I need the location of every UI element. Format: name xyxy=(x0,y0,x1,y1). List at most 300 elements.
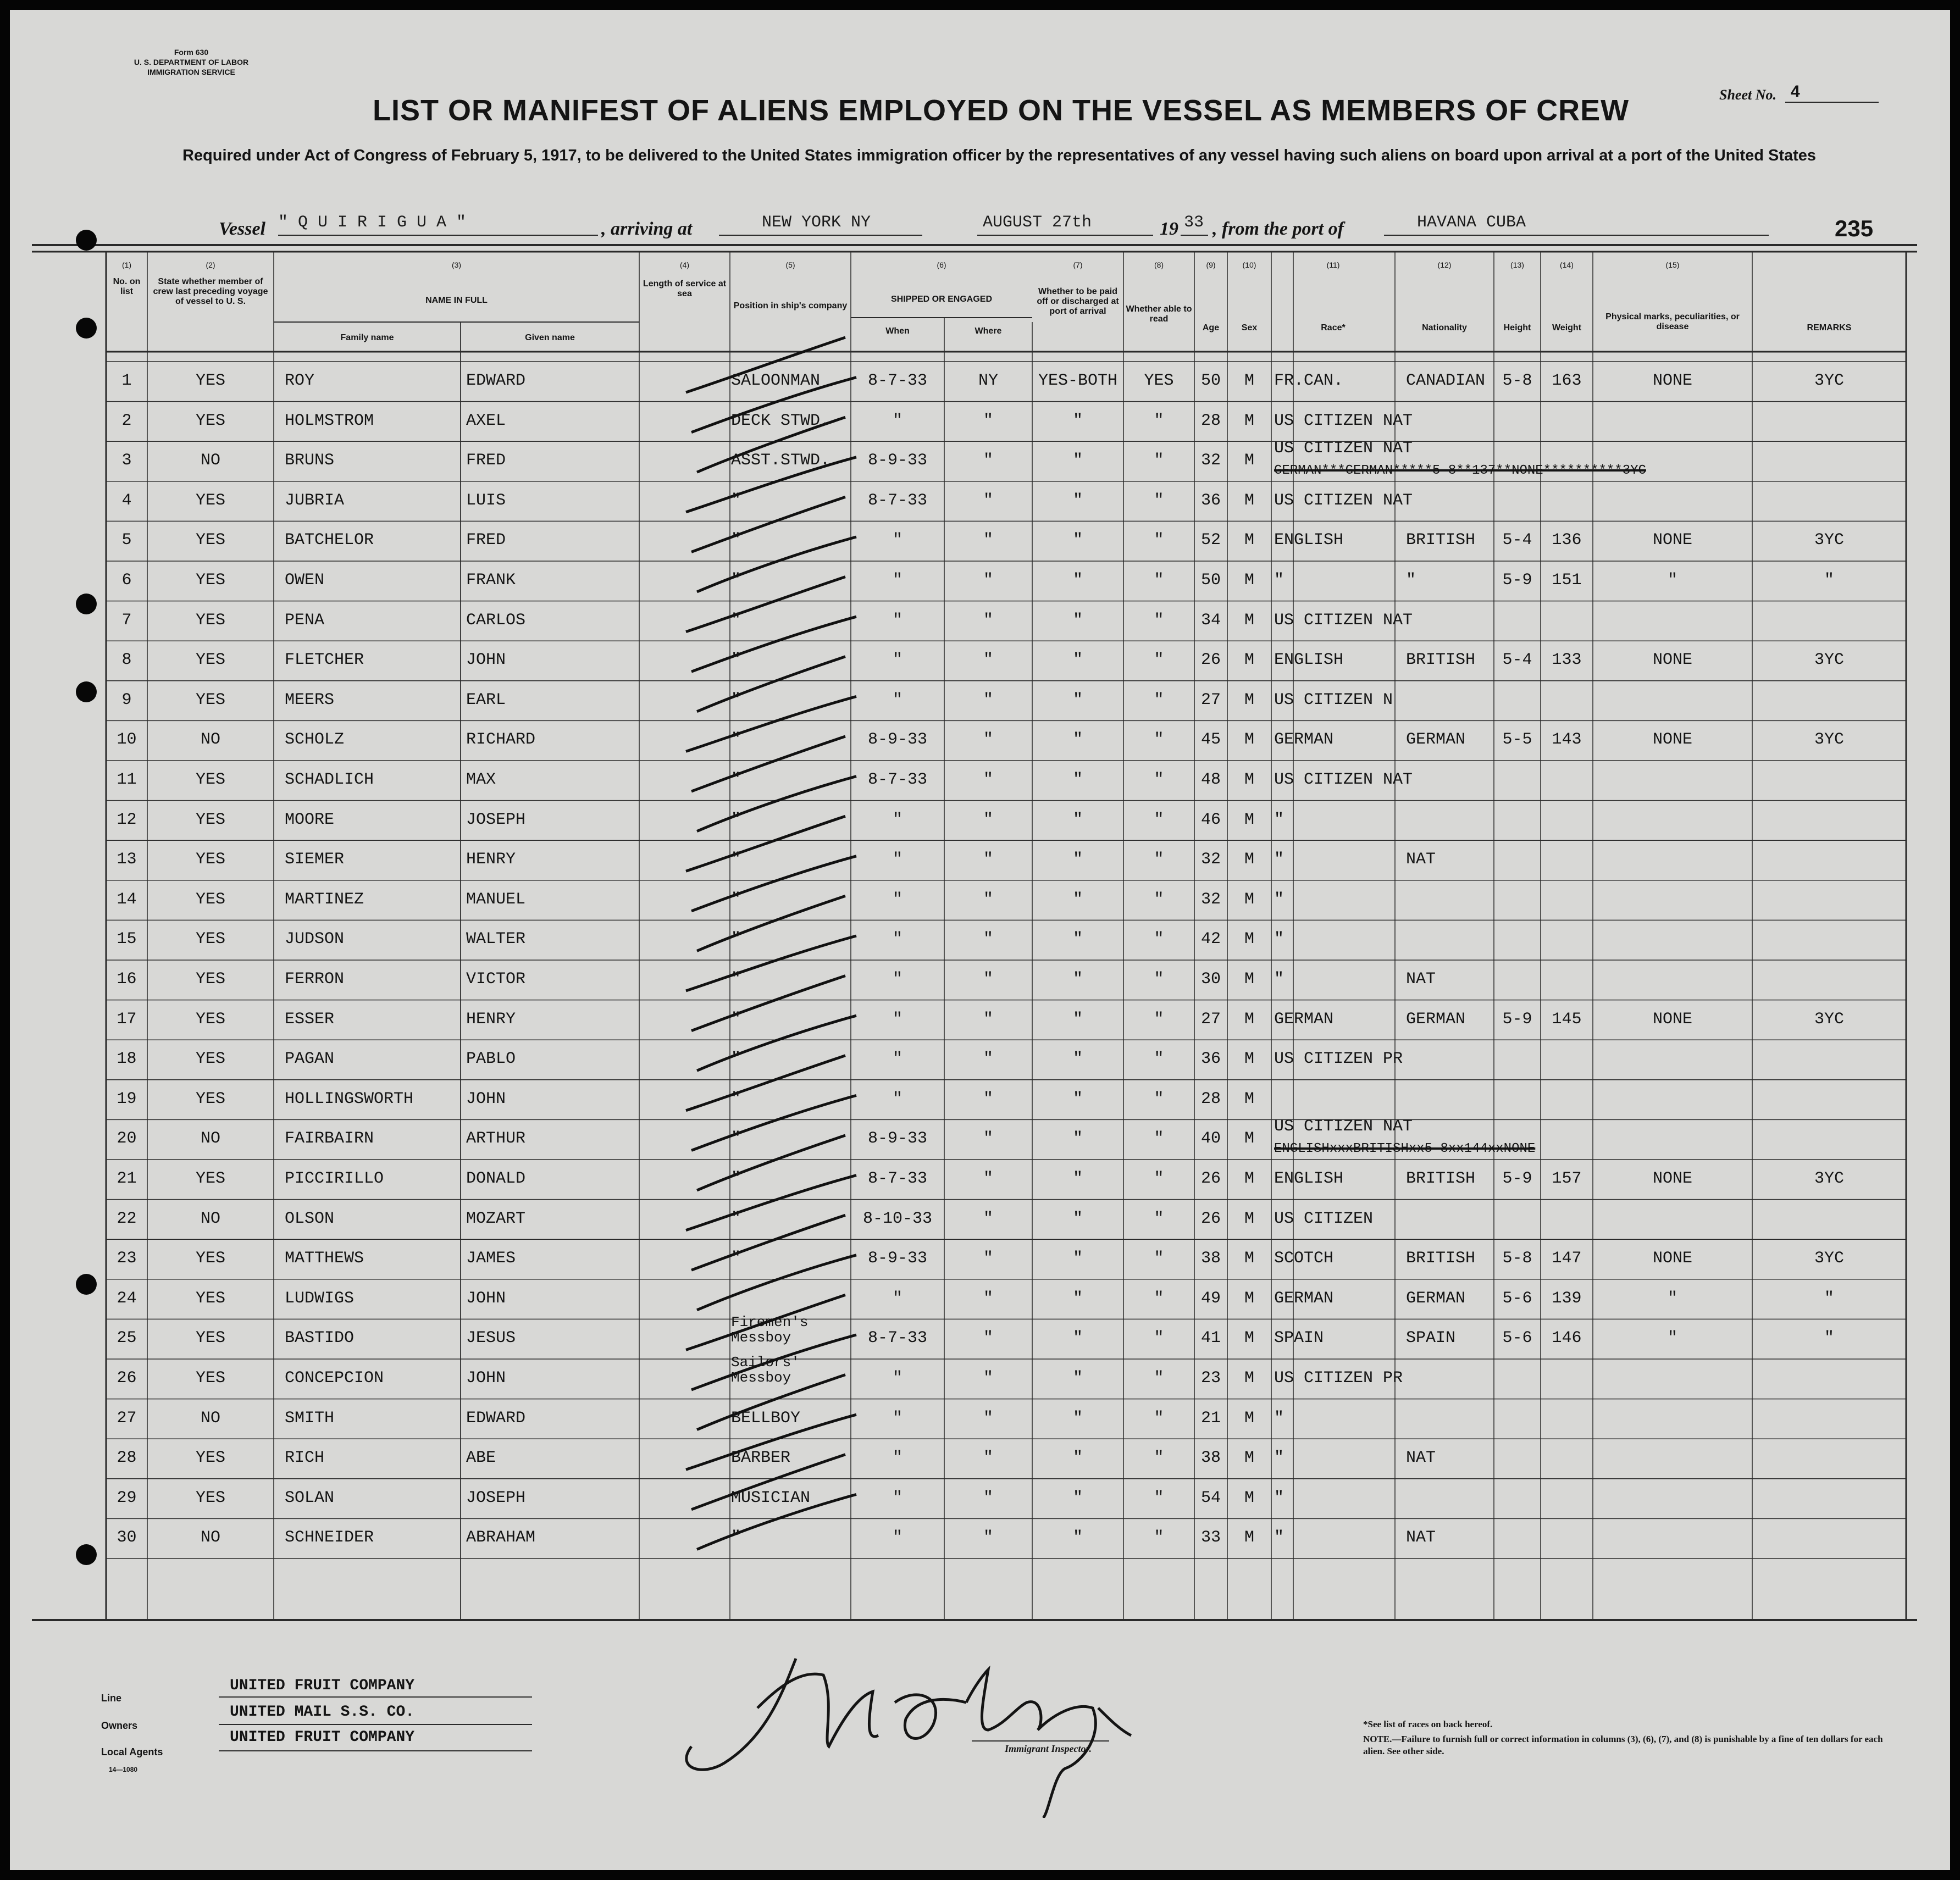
able-to-read: " xyxy=(1154,1089,1164,1108)
position: " xyxy=(731,1209,741,1228)
header-given-name: Given name xyxy=(525,333,575,342)
given-name: PABLO xyxy=(466,1050,516,1069)
family-name: MOORE xyxy=(285,810,335,829)
struck-out-entry: GERMAN***GERMAN*****5-8**137**NONE**********3YC xyxy=(1274,463,1646,479)
previous-voyage: NO xyxy=(200,1528,220,1548)
sex: M xyxy=(1244,1050,1254,1069)
given-name: EDWARD xyxy=(466,1408,526,1428)
sex: M xyxy=(1244,451,1254,470)
age: 32 xyxy=(1200,451,1221,470)
family-name: SCHNEIDER xyxy=(285,1528,374,1548)
position: " xyxy=(731,730,741,750)
able-to-read: " xyxy=(1154,451,1164,470)
physical-marks: NONE xyxy=(1652,1169,1692,1188)
row-number: 22 xyxy=(117,1209,137,1228)
nationality: SPAIN xyxy=(1406,1329,1456,1348)
previous-voyage: YES xyxy=(195,1329,225,1348)
row-number: 29 xyxy=(117,1488,137,1507)
manifest-subtitle: Required under Act of Congress of February 5, 1917, to be delivered to the United States immigration officer by the representatives of any vessel having such aliens on board upon arrival at a port of the United States xyxy=(182,147,1817,164)
header-height: Height xyxy=(1503,323,1531,332)
position: SALOONMAN xyxy=(731,371,821,390)
shipped-where: " xyxy=(983,930,993,949)
able-to-read: " xyxy=(1154,1169,1164,1188)
given-name: JOSEPH xyxy=(466,1488,526,1507)
able-to-read: " xyxy=(1154,890,1164,909)
age: 38 xyxy=(1200,1449,1221,1468)
paid-off: YES-BOTH xyxy=(1038,371,1118,390)
shipped-where: " xyxy=(983,1488,993,1507)
physical-marks: " xyxy=(1667,1329,1677,1348)
paid-off: " xyxy=(1072,810,1083,829)
previous-voyage: YES xyxy=(195,1449,225,1468)
race: " xyxy=(1274,930,1284,949)
remarks: 3YC xyxy=(1814,531,1844,550)
able-to-read: " xyxy=(1154,411,1164,430)
race: US CITIZEN NAT xyxy=(1274,411,1413,430)
race: GERMAN xyxy=(1274,730,1334,750)
given-name: JOHN xyxy=(466,1289,506,1308)
race: US CITIZEN NAT xyxy=(1274,491,1413,510)
shipped-where: " xyxy=(983,1369,993,1388)
shipped-where: " xyxy=(983,1249,993,1268)
family-name: SCHOLZ xyxy=(285,730,345,750)
race: " xyxy=(1274,1449,1284,1468)
family-name: MEERS xyxy=(285,690,335,709)
able-to-read: " xyxy=(1154,730,1164,750)
family-name: ESSER xyxy=(285,1010,335,1029)
physical-marks: NONE xyxy=(1652,531,1692,550)
height: 5-4 xyxy=(1502,651,1532,670)
vessel-label: Vessel xyxy=(219,219,265,239)
shipped-where: " xyxy=(983,491,993,510)
paid-off: " xyxy=(1072,411,1083,430)
previous-voyage: YES xyxy=(195,1010,225,1029)
nationality: NAT xyxy=(1406,1449,1436,1468)
age: 50 xyxy=(1200,371,1221,390)
punch-hole xyxy=(76,681,97,702)
paid-off: " xyxy=(1072,1329,1083,1348)
paid-off: " xyxy=(1072,1129,1083,1149)
race: US CITIZEN xyxy=(1274,1209,1374,1228)
header-able-to-read: Whether able to read xyxy=(1126,304,1192,324)
shipped-when: " xyxy=(892,850,903,869)
shipped-where: " xyxy=(983,1528,993,1548)
able-to-read: " xyxy=(1154,1528,1164,1548)
previous-voyage: NO xyxy=(200,1129,220,1149)
age: 21 xyxy=(1200,1408,1221,1428)
family-name: OLSON xyxy=(285,1209,335,1228)
given-name: ARTHUR xyxy=(466,1129,526,1149)
sex: M xyxy=(1244,1169,1254,1188)
paid-off: " xyxy=(1072,930,1083,949)
sex: M xyxy=(1244,1249,1254,1268)
shipped-when: " xyxy=(892,690,903,709)
able-to-read: " xyxy=(1154,1369,1164,1388)
header-sex: Sex xyxy=(1241,323,1258,332)
able-to-read: " xyxy=(1154,1010,1164,1029)
race: SPAIN xyxy=(1274,1329,1324,1348)
age: 28 xyxy=(1200,411,1221,430)
given-name: FRANK xyxy=(466,571,516,590)
punch-hole xyxy=(76,318,97,339)
column-number: (14) xyxy=(1560,260,1574,269)
paid-off: " xyxy=(1072,1249,1083,1268)
shipped-where: " xyxy=(983,1449,993,1468)
column-number: (13) xyxy=(1510,260,1524,269)
physical-marks: NONE xyxy=(1652,1010,1692,1029)
family-name: BRUNS xyxy=(285,451,335,470)
shipped-when: " xyxy=(892,1528,903,1548)
nationality: CANADIAN xyxy=(1406,371,1486,390)
age: 36 xyxy=(1200,491,1221,510)
able-to-read: " xyxy=(1154,651,1164,670)
shipped-when: " xyxy=(892,1289,903,1308)
header-shipped-engaged: SHIPPED OR ENGAGED xyxy=(890,295,993,304)
race: " xyxy=(1274,970,1284,989)
weight: 151 xyxy=(1552,571,1582,590)
shipped-where: " xyxy=(983,810,993,829)
physical-marks: NONE xyxy=(1652,730,1692,750)
header-position: Position in ship's company xyxy=(733,301,848,310)
race: GERMAN xyxy=(1274,1010,1334,1029)
given-name: EARL xyxy=(466,690,506,709)
remarks: 3YC xyxy=(1814,371,1844,390)
given-name: HENRY xyxy=(466,850,516,869)
previous-voyage: YES xyxy=(195,1249,225,1268)
sex: M xyxy=(1244,770,1254,789)
race: " xyxy=(1274,810,1284,829)
family-name: HOLLINGSWORTH xyxy=(285,1089,414,1108)
height: 5-6 xyxy=(1502,1329,1532,1348)
height: 5-8 xyxy=(1502,371,1532,390)
row-number: 16 xyxy=(117,970,137,989)
manifest-title: LIST OR MANIFEST OF ALIENS EMPLOYED ON THE VESSEL AS MEMBERS OF CREW xyxy=(373,94,1630,127)
paid-off: " xyxy=(1072,890,1083,909)
given-name: RICHARD xyxy=(466,730,536,750)
row-number: 23 xyxy=(117,1249,137,1268)
punch-hole xyxy=(76,594,97,614)
physical-marks: NONE xyxy=(1652,651,1692,670)
header-remarks: REMARKS xyxy=(1807,323,1852,332)
row-number: 27 xyxy=(117,1408,137,1428)
age: 45 xyxy=(1200,730,1221,750)
row-number: 18 xyxy=(117,1050,137,1069)
punch-hole xyxy=(76,230,97,251)
race: ENGLISH xyxy=(1274,531,1344,550)
local-agents-value: UNITED FRUIT COMPANY xyxy=(230,1729,415,1746)
position: " xyxy=(731,1249,741,1268)
shipped-where: " xyxy=(983,451,993,470)
age: 50 xyxy=(1200,571,1221,590)
previous-voyage: YES xyxy=(195,1289,225,1308)
sex: M xyxy=(1244,571,1254,590)
failure-note: NOTE.—Failure to furnish full or correct information in columns (3), (6), (7), and (8) is punishable by a fine of ten dollars for each alien. See other side. xyxy=(1363,1734,1883,1756)
position: " xyxy=(731,1528,741,1548)
sex: M xyxy=(1244,1369,1254,1388)
row-number: 17 xyxy=(117,1010,137,1029)
height: 5-8 xyxy=(1502,1249,1532,1268)
race: US CITIZEN NAT xyxy=(1274,439,1413,458)
paid-off: " xyxy=(1072,690,1083,709)
given-name: MOZART xyxy=(466,1209,526,1228)
previous-voyage: YES xyxy=(195,491,225,510)
column-number: (6) xyxy=(937,260,946,269)
given-name: JOHN xyxy=(466,651,506,670)
height: 5-5 xyxy=(1502,730,1532,750)
remarks: 3YC xyxy=(1814,1249,1844,1268)
family-name: MATTHEWS xyxy=(285,1249,364,1268)
local-agents-label: Local Agents xyxy=(101,1746,163,1757)
line-label: Line xyxy=(101,1693,122,1704)
paid-off: " xyxy=(1072,1408,1083,1428)
previous-voyage: NO xyxy=(200,451,220,470)
given-name: CARLOS xyxy=(466,611,526,630)
sex: M xyxy=(1244,730,1254,750)
previous-voyage: NO xyxy=(200,730,220,750)
shipped-where: " xyxy=(983,571,993,590)
sex: M xyxy=(1244,1089,1254,1108)
row-number: 9 xyxy=(121,690,132,709)
shipped-when: 8-7-33 xyxy=(867,491,928,510)
paid-off: " xyxy=(1072,491,1083,510)
sex: M xyxy=(1244,611,1254,630)
race: US CITIZEN NAT xyxy=(1274,611,1413,630)
column-number: (4) xyxy=(679,260,690,269)
paid-off: " xyxy=(1072,730,1083,750)
header-length-of-service: Length of service at sea xyxy=(643,279,727,298)
paid-off: " xyxy=(1072,1528,1083,1548)
shipped-where: NY xyxy=(978,371,998,390)
family-name: MARTINEZ xyxy=(285,890,364,909)
shipped-where: " xyxy=(983,1169,993,1188)
family-name: OWEN xyxy=(285,571,325,590)
previous-voyage: YES xyxy=(195,970,225,989)
row-number: 1 xyxy=(121,371,132,390)
given-name: VICTOR xyxy=(466,970,526,989)
header-state-whether: State whether member of crew last preceding voyage of vessel to U. S. xyxy=(153,277,268,306)
weight: 139 xyxy=(1552,1289,1582,1308)
family-name: FAIRBAIRN xyxy=(285,1129,374,1149)
row-number: 25 xyxy=(117,1329,137,1348)
weight: 145 xyxy=(1552,1010,1582,1029)
nationality: GERMAN xyxy=(1406,1289,1466,1308)
shipped-when: " xyxy=(892,1010,903,1029)
row-number: 10 xyxy=(117,730,137,750)
previous-voyage: YES xyxy=(195,411,225,430)
sex: M xyxy=(1244,1129,1254,1149)
column-number: (2) xyxy=(206,260,215,269)
paid-off: " xyxy=(1072,1050,1083,1069)
sex: M xyxy=(1244,690,1254,709)
row-number: 14 xyxy=(117,890,137,909)
races-note: *See list of races on back hereof. xyxy=(1363,1719,1493,1729)
able-to-read: " xyxy=(1154,970,1164,989)
shipped-when: 8-9-33 xyxy=(867,451,928,470)
paid-off: " xyxy=(1072,1209,1083,1228)
position: " xyxy=(731,571,741,590)
shipped-when: " xyxy=(892,970,903,989)
age: 26 xyxy=(1200,1209,1221,1228)
position: " xyxy=(731,1050,741,1069)
age: 49 xyxy=(1200,1289,1221,1308)
previous-voyage: NO xyxy=(200,1408,220,1428)
given-name: JOSEPH xyxy=(466,810,526,829)
family-name: SCHADLICH xyxy=(285,770,374,789)
position: " xyxy=(731,770,741,789)
able-to-read: " xyxy=(1154,810,1164,829)
able-to-read: " xyxy=(1154,571,1164,590)
shipped-when: " xyxy=(892,411,903,430)
given-name: DONALD xyxy=(466,1169,526,1188)
shipped-when: 8-7-33 xyxy=(867,770,928,789)
height: 5-6 xyxy=(1502,1289,1532,1308)
column-number: (5) xyxy=(785,260,795,269)
given-name: LUIS xyxy=(466,491,506,510)
given-name: JOHN xyxy=(466,1089,506,1108)
age: 28 xyxy=(1200,1089,1221,1108)
arriving-label: , arriving at xyxy=(601,219,693,239)
family-name: PENA xyxy=(285,611,325,630)
header-nationality: Nationality xyxy=(1422,323,1467,332)
paid-off: " xyxy=(1072,850,1083,869)
sex: M xyxy=(1244,1449,1254,1468)
able-to-read: " xyxy=(1154,770,1164,789)
shipped-where: " xyxy=(983,1408,993,1428)
row-number: 7 xyxy=(121,611,132,630)
age: 32 xyxy=(1200,850,1221,869)
age: 32 xyxy=(1200,890,1221,909)
nationality: NAT xyxy=(1406,970,1436,989)
family-name: BATCHELOR xyxy=(285,531,374,550)
shipped-where: " xyxy=(983,1129,993,1149)
family-name: LUDWIGS xyxy=(285,1289,355,1308)
position: BARBER xyxy=(731,1449,791,1468)
sex: M xyxy=(1244,1209,1254,1228)
previous-voyage: NO xyxy=(200,1209,220,1228)
position: DECK STWD. xyxy=(731,411,830,430)
sex: M xyxy=(1244,930,1254,949)
able-to-read: " xyxy=(1154,1209,1164,1228)
previous-voyage: YES xyxy=(195,690,225,709)
manifest-sheet xyxy=(10,10,1950,1870)
position: " xyxy=(731,890,741,909)
shipped-where: " xyxy=(983,850,993,869)
height: 5-9 xyxy=(1502,1010,1532,1029)
sex: M xyxy=(1244,411,1254,430)
from-port: HAVANA CUBA xyxy=(1417,213,1526,232)
paid-off: " xyxy=(1072,651,1083,670)
family-name: ROY xyxy=(285,371,315,390)
column-number: (3) xyxy=(451,260,462,269)
sex: M xyxy=(1244,850,1254,869)
shipped-when: " xyxy=(892,1488,903,1507)
given-name: EDWARD xyxy=(466,371,526,390)
paid-off: " xyxy=(1072,1488,1083,1507)
header-weight: Weight xyxy=(1552,323,1582,332)
age: 30 xyxy=(1200,970,1221,989)
given-name: ABE xyxy=(466,1449,496,1468)
from-port-label: , from the port of xyxy=(1212,219,1344,239)
position: Firemen's Messboy xyxy=(731,1314,809,1346)
shipped-when: 8-9-33 xyxy=(867,1249,928,1268)
age: 26 xyxy=(1200,1169,1221,1188)
header-family-name: Family name xyxy=(340,333,394,342)
struck-out-entry: ENGLISHxxxBRITISHxx5-8xx144xxNONE xyxy=(1274,1141,1536,1157)
paid-off: " xyxy=(1072,1369,1083,1388)
shipped-when: " xyxy=(892,571,903,590)
age: 40 xyxy=(1200,1129,1221,1149)
family-name: RICH xyxy=(285,1449,325,1468)
inspector-signature xyxy=(658,1637,1153,1818)
weight: 163 xyxy=(1552,371,1582,390)
position: " xyxy=(731,531,741,550)
shipped-when: " xyxy=(892,1089,903,1108)
position: " xyxy=(731,1169,741,1188)
paid-off: " xyxy=(1072,1289,1083,1308)
sex: M xyxy=(1244,1528,1254,1548)
race: US CITIZEN PR xyxy=(1274,1050,1403,1069)
sex: M xyxy=(1244,1010,1254,1029)
header-age: Age xyxy=(1202,323,1220,332)
race: " xyxy=(1274,850,1284,869)
family-name: PICCIRILLO xyxy=(285,1169,384,1188)
physical-marks: " xyxy=(1667,1289,1677,1308)
owners-value: UNITED MAIL S.S. CO. xyxy=(230,1704,415,1721)
race: ENGLISH xyxy=(1274,1169,1344,1188)
previous-voyage: YES xyxy=(195,930,225,949)
previous-voyage: YES xyxy=(195,1169,225,1188)
form-notice: Form 630 U. S. DEPARTMENT OF LABOR IMMIGRATION SERVICE xyxy=(134,48,249,76)
owners-label: Owners xyxy=(101,1720,138,1731)
nationality: NAT xyxy=(1406,1528,1436,1548)
previous-voyage: YES xyxy=(195,890,225,909)
able-to-read: " xyxy=(1154,531,1164,550)
age: 23 xyxy=(1200,1369,1221,1388)
page-number: 235 xyxy=(1835,215,1874,241)
shipped-where: " xyxy=(983,651,993,670)
able-to-read: " xyxy=(1154,1329,1164,1348)
shipped-where: " xyxy=(983,1289,993,1308)
sex: M xyxy=(1244,531,1254,550)
race: " xyxy=(1274,890,1284,909)
shipped-when: " xyxy=(892,890,903,909)
race: US CITIZEN PR xyxy=(1274,1369,1403,1388)
position: " xyxy=(731,690,741,709)
column-number: (11) xyxy=(1326,260,1340,269)
family-name: CONCEPCION xyxy=(285,1369,384,1388)
header-no-on-list: No. on list xyxy=(113,277,141,296)
shipped-where: " xyxy=(983,1050,993,1069)
position: " xyxy=(731,651,741,670)
race: ENGLISH xyxy=(1274,651,1344,670)
remarks: 3YC xyxy=(1814,1169,1844,1188)
remarks: " xyxy=(1824,1289,1834,1308)
given-name: AXEL xyxy=(466,411,506,430)
previous-voyage: YES xyxy=(195,810,225,829)
position: " xyxy=(731,491,741,510)
physical-marks: " xyxy=(1667,571,1677,590)
given-name: WALTER xyxy=(466,930,526,949)
nationality: BRITISH xyxy=(1406,651,1476,670)
sheet-number: 4 xyxy=(1791,82,1800,101)
paid-off: " xyxy=(1072,1089,1083,1108)
family-name: JUDSON xyxy=(285,930,345,949)
shipped-where: " xyxy=(983,411,993,430)
position: " xyxy=(731,1089,741,1108)
previous-voyage: YES xyxy=(195,531,225,550)
arrival-year: 33 xyxy=(1184,213,1204,232)
row-number: 12 xyxy=(117,810,137,829)
